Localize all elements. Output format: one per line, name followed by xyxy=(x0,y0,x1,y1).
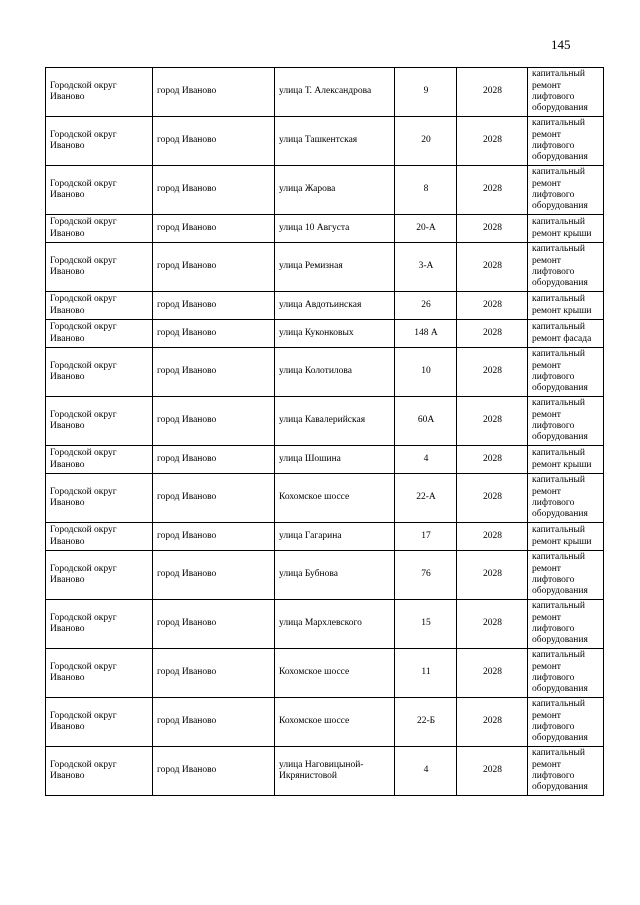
street-cell: улица Авдотьинская xyxy=(275,292,395,320)
year-cell: 2028 xyxy=(457,292,528,320)
district-cell: Городской округ Иваново xyxy=(46,348,153,397)
house-cell: 22-Б xyxy=(395,698,457,747)
table-row xyxy=(46,243,604,292)
table-row xyxy=(46,320,604,348)
district-cell: Городской округ Иваново xyxy=(46,243,153,292)
work-type-cell: капитальный ремонт лифтового оборудования xyxy=(528,649,604,698)
district-cell: Городской округ Иваново xyxy=(46,397,153,446)
year-cell: 2028 xyxy=(457,348,528,397)
year-cell: 2028 xyxy=(457,117,528,166)
city-cell: город Иваново xyxy=(153,600,275,649)
year-cell: 2028 xyxy=(457,166,528,215)
street-cell: улица Бубнова xyxy=(275,551,395,600)
street-cell: улица Куконковых xyxy=(275,320,395,348)
house-cell: 3-А xyxy=(395,243,457,292)
district-cell: Городской округ Иваново xyxy=(46,117,153,166)
year-cell: 2028 xyxy=(457,397,528,446)
district-cell: Городской округ Иваново xyxy=(46,551,153,600)
house-cell: 15 xyxy=(395,600,457,649)
city-cell: город Иваново xyxy=(153,446,275,474)
house-cell: 10 xyxy=(395,348,457,397)
street-cell: Кохомское шоссе xyxy=(275,698,395,747)
house-cell: 22-А xyxy=(395,474,457,523)
district-cell: Городской округ Иваново xyxy=(46,747,153,796)
district-cell: Городской округ Иваново xyxy=(46,292,153,320)
street-cell: улица Наговицыной-Икрянистовой xyxy=(275,747,395,796)
table-row xyxy=(46,446,604,474)
work-type-cell: капитальный ремонт фасада xyxy=(528,320,604,348)
district-cell: Городской округ Иваново xyxy=(46,600,153,649)
street-cell: улица Жарова xyxy=(275,166,395,215)
year-cell: 2028 xyxy=(457,523,528,551)
city-cell: город Иваново xyxy=(153,474,275,523)
year-cell: 2028 xyxy=(457,649,528,698)
year-cell: 2028 xyxy=(457,446,528,474)
table-row xyxy=(46,747,604,796)
house-cell: 9 xyxy=(395,68,457,117)
work-type-cell: капитальный ремонт крыши xyxy=(528,446,604,474)
table-row xyxy=(46,551,604,600)
house-cell: 20 xyxy=(395,117,457,166)
work-type-cell: капитальный ремонт лифтового оборудования xyxy=(528,698,604,747)
city-cell: город Иваново xyxy=(153,747,275,796)
table-row xyxy=(46,292,604,320)
table-row xyxy=(46,215,604,243)
work-type-cell: капитальный ремонт лифтового оборудования xyxy=(528,600,604,649)
year-cell: 2028 xyxy=(457,551,528,600)
city-cell: город Иваново xyxy=(153,117,275,166)
page-number: 145 xyxy=(551,37,571,52)
work-type-cell: капитальный ремонт лифтового оборудования xyxy=(528,68,604,117)
work-type-cell: капитальный ремонт лифтового оборудования xyxy=(528,551,604,600)
city-cell: город Иваново xyxy=(153,348,275,397)
city-cell: город Иваново xyxy=(153,698,275,747)
table-row xyxy=(46,68,604,117)
work-type-cell: капитальный ремонт лифтового оборудования xyxy=(528,747,604,796)
city-cell: город Иваново xyxy=(153,215,275,243)
year-cell: 2028 xyxy=(457,600,528,649)
district-cell: Городской округ Иваново xyxy=(46,474,153,523)
city-cell: город Иваново xyxy=(153,320,275,348)
table-row xyxy=(46,698,604,747)
work-type-cell: капитальный ремонт лифтового оборудования xyxy=(528,117,604,166)
street-cell: Кохомское шоссе xyxy=(275,474,395,523)
street-cell: улица Гагарина xyxy=(275,523,395,551)
year-cell: 2028 xyxy=(457,698,528,747)
table-row xyxy=(46,523,604,551)
street-cell: улица 10 Августа xyxy=(275,215,395,243)
year-cell: 2028 xyxy=(457,243,528,292)
work-type-cell: капитальный ремонт крыши xyxy=(528,523,604,551)
street-cell: Кохомское шоссе xyxy=(275,649,395,698)
street-cell: улица Колотилова xyxy=(275,348,395,397)
district-cell: Городской округ Иваново xyxy=(46,698,153,747)
table-row xyxy=(46,117,604,166)
work-type-cell: капитальный ремонт крыши xyxy=(528,292,604,320)
table-row xyxy=(46,397,604,446)
house-cell: 11 xyxy=(395,649,457,698)
house-cell: 17 xyxy=(395,523,457,551)
work-type-cell: капитальный ремонт лифтового оборудования xyxy=(528,474,604,523)
house-cell: 4 xyxy=(395,747,457,796)
house-cell: 26 xyxy=(395,292,457,320)
city-cell: город Иваново xyxy=(153,397,275,446)
house-cell: 20-А xyxy=(395,215,457,243)
table-row xyxy=(46,474,604,523)
street-cell: улица Кавалерийская xyxy=(275,397,395,446)
street-cell: улица Ташкентская xyxy=(275,117,395,166)
city-cell: город Иваново xyxy=(153,68,275,117)
house-cell: 60А xyxy=(395,397,457,446)
district-cell: Городской округ Иваново xyxy=(46,68,153,117)
city-cell: город Иваново xyxy=(153,523,275,551)
city-cell: город Иваново xyxy=(153,292,275,320)
table-row xyxy=(46,348,604,397)
street-cell: улица Ремизная xyxy=(275,243,395,292)
work-type-cell: капитальный ремонт лифтового оборудования xyxy=(528,243,604,292)
work-type-cell: капитальный ремонт крыши xyxy=(528,215,604,243)
work-type-cell: капитальный ремонт лифтового оборудования xyxy=(528,166,604,215)
table-row xyxy=(46,600,604,649)
city-cell: город Иваново xyxy=(153,243,275,292)
table-row xyxy=(46,649,604,698)
district-cell: Городской округ Иваново xyxy=(46,166,153,215)
street-cell: улица Мархлевского xyxy=(275,600,395,649)
district-cell: Городской округ Иваново xyxy=(46,649,153,698)
table-row xyxy=(46,166,604,215)
street-cell: улица Т. Александрова xyxy=(275,68,395,117)
district-cell: Городской округ Иваново xyxy=(46,215,153,243)
year-cell: 2028 xyxy=(457,320,528,348)
city-cell: город Иваново xyxy=(153,551,275,600)
house-cell: 148 А xyxy=(395,320,457,348)
year-cell: 2028 xyxy=(457,215,528,243)
housing-repair-table xyxy=(45,67,604,796)
year-cell: 2028 xyxy=(457,747,528,796)
year-cell: 2028 xyxy=(457,68,528,117)
city-cell: город Иваново xyxy=(153,166,275,215)
city-cell: город Иваново xyxy=(153,649,275,698)
house-cell: 76 xyxy=(395,551,457,600)
district-cell: Городской округ Иваново xyxy=(46,320,153,348)
house-cell: 8 xyxy=(395,166,457,215)
street-cell: улица Шошина xyxy=(275,446,395,474)
year-cell: 2028 xyxy=(457,474,528,523)
district-cell: Городской округ Иваново xyxy=(46,523,153,551)
district-cell: Городской округ Иваново xyxy=(46,446,153,474)
work-type-cell: капитальный ремонт лифтового оборудования xyxy=(528,397,604,446)
house-cell: 4 xyxy=(395,446,457,474)
work-type-cell: капитальный ремонт лифтового оборудования xyxy=(528,348,604,397)
